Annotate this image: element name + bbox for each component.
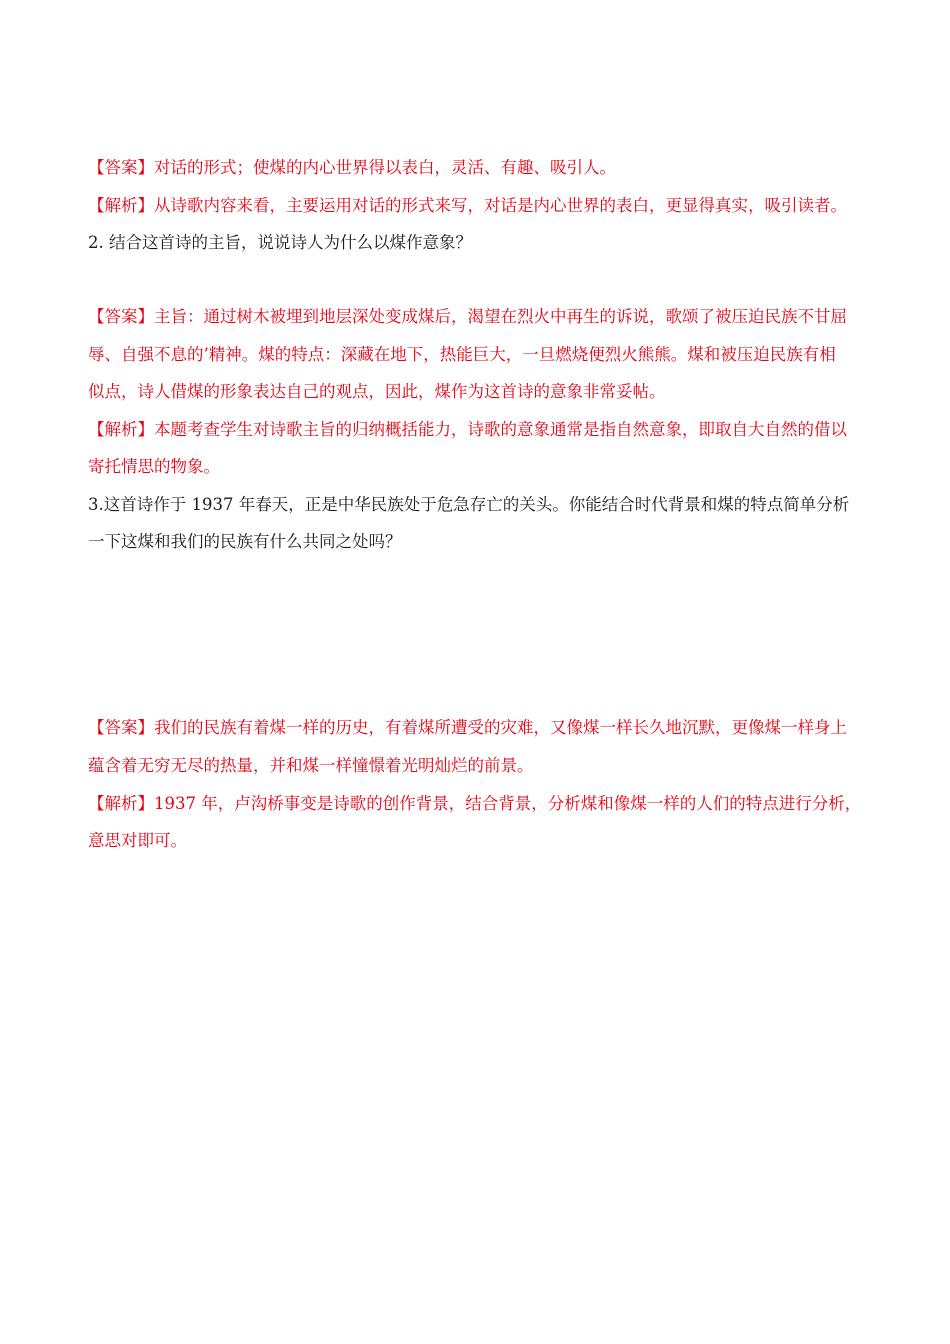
answer-line [88, 717, 868, 739]
answer-line-continued: 似点，诗人借煤的形象表达自己的观点，因此，煤作为这首诗的意象非常妥帖。 [88, 382, 666, 401]
analysis-line [88, 419, 868, 441]
answer-text: 对话的形式；使煤的内心世界得以表白，灵活、有趣、吸引人。 [154, 158, 616, 177]
answer-line-continued: 辱、自强不息的’精神。煤的特点：深藏在地下，热能巨大，一旦燃烧便烈火熊熊。煤和被压迫民族有相 [88, 345, 836, 364]
analysis-line-continued: 寄托情思的物象。 [88, 457, 220, 476]
analysis-line [88, 793, 868, 815]
answer-text: 主旨：通过树木被埋到地层深处变成煤后，渴望在烈火中再生的诉说，歌颂了被压迫民族不甘屈 [154, 307, 847, 326]
analysis-text: 本题考查学生对诗歌主旨的归纳概括能力，诗歌的意象通常是指自然意象，即取自大自然的借以 [154, 420, 847, 439]
analysis-tag: 【解析】 [88, 196, 154, 215]
analysis-line-continued: 意思对即可。 [88, 831, 187, 850]
analysis-tag: 【解析】 [88, 794, 154, 813]
answer-text: 我们的民族有着煤一样的历史，有着煤所遭受的灾难，又像煤一样长久地沉默，更像煤一样身上 [154, 718, 847, 737]
analysis-tag: 【解析】 [88, 420, 154, 439]
question-3-line: 3.这首诗作于 1937 年春天，正是中华民族处于危急存亡的关头。你能结合时代背景和煤的特点简单分析 [88, 495, 850, 514]
answer-tag: 【答案】 [88, 307, 154, 326]
answer-tag: 【答案】 [88, 718, 154, 737]
analysis-text: 1937 年，卢沟桥事变是诗歌的创作背景，结合背景，分析煤和像煤一样的人们的特点进行分析， [154, 794, 862, 813]
answer-tag: 【答案】 [88, 158, 154, 177]
answer-line-continued: 蕴含着无穷无尽的热量，并和煤一样憧憬着光明灿烂的前景。 [88, 756, 534, 775]
question-3-line: 一下这煤和我们的民族有什么共同之处吗？ [88, 532, 402, 551]
analysis-text: 从诗歌内容来看，主要运用对话的形式来写，对话是内心世界的表白，更显得真实，吸引读者。 [154, 196, 847, 215]
answer-line [88, 157, 868, 179]
question-2: 2. 结合这首诗的主旨，说说诗人为什么以煤作意象？ [88, 233, 472, 252]
analysis-line [88, 195, 868, 217]
answer-line [88, 306, 868, 328]
